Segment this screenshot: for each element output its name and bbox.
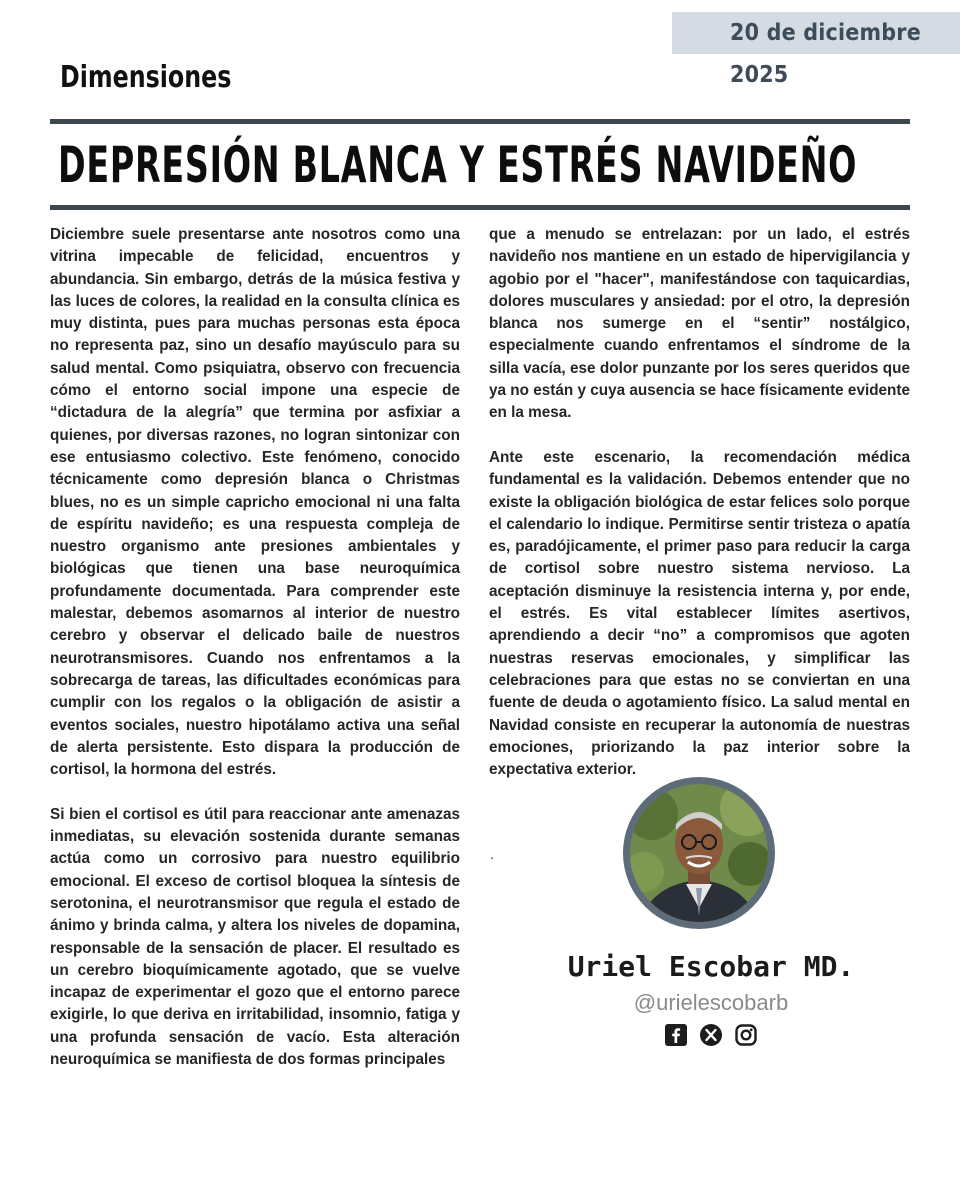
social-links: [664, 1023, 760, 1047]
author-name: Uriel Escobar MD.: [567, 950, 855, 983]
article-column-right: [489, 224, 910, 804]
title-rule-bottom: [50, 205, 910, 210]
paragraph: que a menudo se entrelazan: por un lado, el estrés navideño nos mantiene en un estado de hipervigilancia y agobio por el "hacer", manifestándose con taquicardias, dolores musculares y ansiedad: por el otro, la depresión blanca nos sumerge en el “sentir” nostálgico, especialmente cuando enfrentamos el síndrome de la silla vacía, ese dolor punzante por los seres queridos que ya no están y cuya ausencia se hace físicamente evidente en la mesa.: [489, 226, 910, 422]
publication-date: 20 de diciembre 2025: [672, 12, 960, 54]
title-rule-top: [50, 119, 910, 124]
instagram-icon[interactable]: [734, 1023, 758, 1047]
section-label: Dimensiones: [60, 60, 232, 95]
stray-mark: .: [490, 846, 494, 862]
article-title: DEPRESIÓN BLANCA Y ESTRÉS NAVIDEÑO: [58, 136, 858, 194]
article-column-left: [50, 224, 460, 1094]
paragraph: Ante este escenario, la recomendación médica fundamental es la validación. Debemos entender que no existe la obligación biológica de estar felices solo porque el calendario lo indique. Permitirse sentir tristeza o apatía es, paradójicamente, el primer paso para reducir la carga de cortisol sobre nuestro sistema nervioso. La aceptación disminuye la resistencia interna y, por ende, el estrés. Es vital establecer límites asertivos, aprendiendo a decir “no” a compromisos que agoten nuestras reservas emocionales, y simplificar las celebraciones para que estas no se conviertan en una fuente de deuda o agotamiento físico. La salud mental en Navidad consiste en recuperar la autonomía de nuestras emociones, priorizando la paz interior sobre la expectativa exterior.: [489, 448, 910, 779]
author-avatar: [623, 777, 775, 929]
facebook-icon[interactable]: [664, 1023, 688, 1047]
x-icon[interactable]: [699, 1023, 723, 1047]
paragraph: Si bien el cortisol es útil para reaccionar ante amenazas inmediatas, su elevación sostenida durante semanas actúa como un corrosivo para nuestro equilibrio emocional. El exceso de cortisol bloquea la síntesis de serotonina, el neurotransmisor que regula el estado de ánimo y brinda calma, y altera los niveles de dopamina, responsable de la sensación de placer. El resultado es un cerebro bioquímicamente agotado, que se vuelve incapaz de experimentar el gozo que el entorno parece exigirle, lo que deriva en irritabilidad, insomnio, fatiga y una profunda sensación de vacío. Esta alteración neuroquímica se manifiesta de dos formas principales: [50, 805, 460, 1068]
author-photo-icon: [630, 784, 768, 922]
author-handle[interactable]: @urielescobarb: [633, 990, 789, 1015]
paragraph: Diciembre suele presentarse ante nosotros como una vitrina impecable de felicidad, encuentros y abundancia. Sin embargo, detrás de la música festiva y las luces de colores, la realidad en la consulta clínica es muy distinta, pues para muchas personas esta época no representa paz, sino un desafío mayúsculo para su salud mental. Como psiquiatra, observo con frecuencia cómo el entorno social impone una especie de “dictadura de la alegría” que termina por asfixiar a quienes, por diversas razones, no logran sintonizar con ese entusiasmo colectivo. Este fenómeno, conocido técnicamente como depresión blanca o Christmas blues, no es un simple capricho emocional ni una falta de espíritu navideño; es una respuesta compleja de nuestro organismo ante presiones ambientales y biológicas que tienen una base neuroquímica profundamente documentada. Para comprender este malestar, debemos asomarnos al interior de nuestro cerebro y observar el delicado baile de nuestros neurotransmisores. Cuando nos enfrentamos a la sobrecarga de tareas, las dificultades económicas para cumplir con los regalos o la obligación de asistir a eventos sociales, nuestro hipotálamo activa una señal de alerta persistente. Esto dispara la producción de cortisol, la hormona del estrés.: [50, 226, 460, 779]
